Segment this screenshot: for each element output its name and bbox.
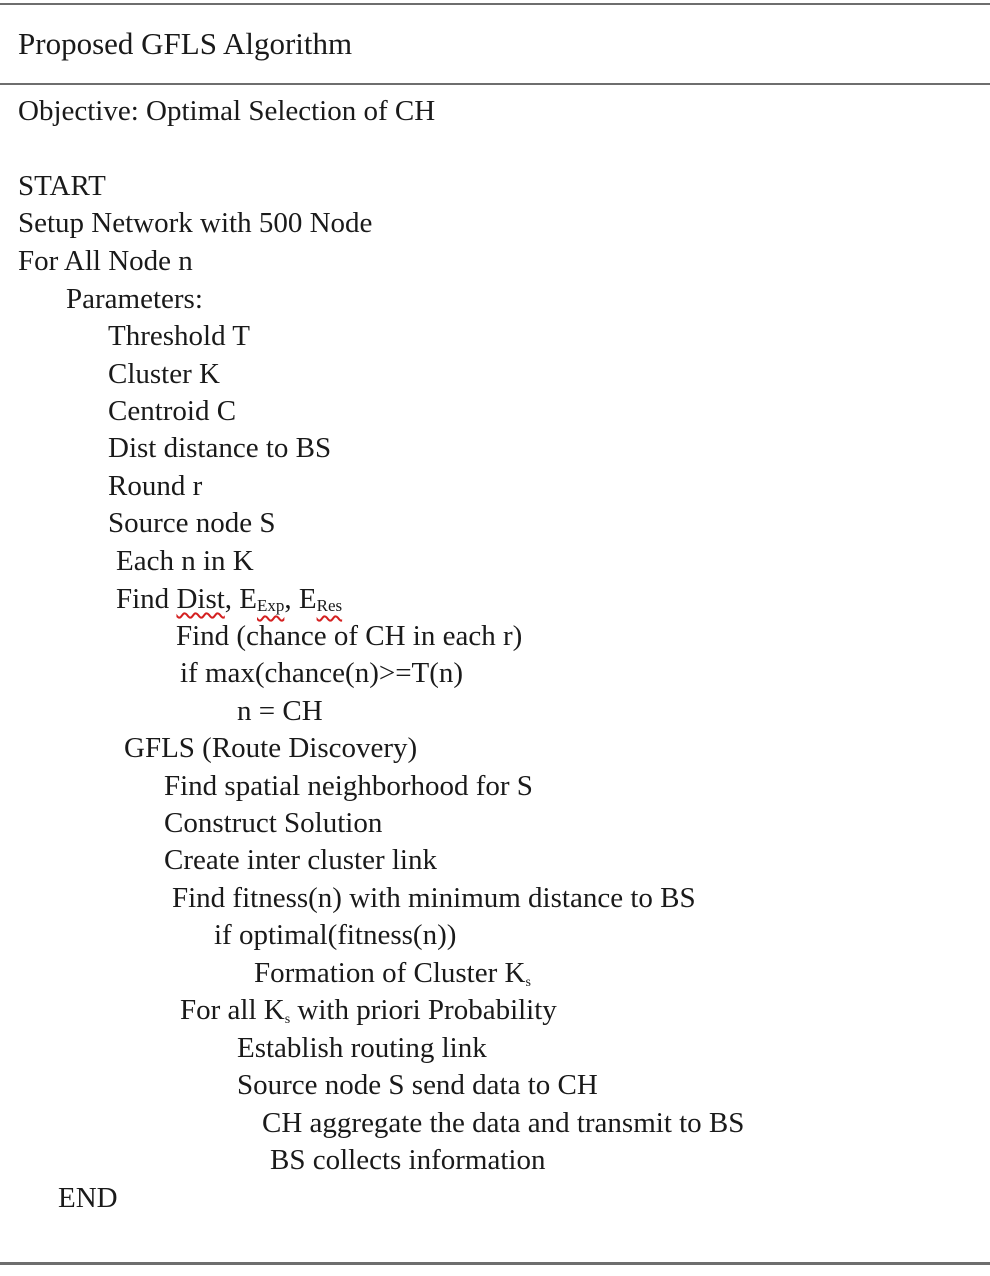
bottom-rule (0, 1262, 990, 1265)
param-cluster: Cluster K (108, 358, 220, 390)
objective-line: Objective: Optimal Selection of CH (18, 95, 436, 127)
step-start: START (18, 170, 106, 202)
step-create-link: Create inter cluster link (164, 844, 437, 876)
param-source: Source node S (108, 507, 276, 539)
step-bs-collects: BS collects information (270, 1144, 546, 1176)
formation-text: Formation of Cluster K (254, 957, 526, 989)
energy-exp-subscript: Exp (257, 596, 285, 615)
step-if-max: if max(chance(n)>=T(n) (180, 657, 464, 689)
for-all-k-subscript: s (284, 1012, 291, 1027)
step-send-data: Source node S send data to CH (237, 1069, 598, 1101)
step-gfls: GFLS (Route Discovery) (124, 732, 418, 764)
find-prefix: Find (116, 583, 177, 615)
step-n-equals-ch: n = CH (237, 695, 323, 727)
step-for-all: For All Node n (18, 245, 193, 277)
step-find-fitness: Find fitness(n) with minimum distance to BS (172, 882, 696, 914)
step-end: END (58, 1182, 118, 1214)
step-find-dist-energy (116, 582, 342, 623)
step-parameters: Parameters: (66, 283, 203, 315)
step-setup: Setup Network with 500 Node (18, 207, 373, 239)
step-each-n: Each n in K (116, 545, 254, 577)
energy-res-subscript: Res (316, 596, 343, 615)
step-aggregate: CH aggregate the data and transmit to BS (262, 1107, 745, 1139)
find-sep-1: , E (224, 583, 257, 615)
find-sep-2: , E (284, 583, 317, 615)
step-construct: Construct Solution (164, 807, 383, 839)
find-dist-word: Dist (176, 583, 225, 615)
param-round: Round r (108, 470, 203, 502)
for-all-k-suffix: with priori Probability (290, 994, 557, 1026)
step-if-optimal: if optimal(fitness(n)) (214, 919, 457, 951)
top-rule (0, 3, 990, 5)
formation-subscript: s (525, 975, 531, 990)
step-find-spatial: Find spatial neighborhood for S (164, 770, 533, 802)
param-threshold: Threshold T (108, 320, 251, 352)
param-centroid: Centroid C (108, 395, 237, 427)
header-rule (0, 83, 990, 85)
param-dist: Dist distance to BS (108, 432, 332, 464)
step-find-chance: Find (chance of CH in each r) (176, 620, 523, 652)
for-all-k-prefix: For all K (180, 994, 285, 1026)
step-establish: Establish routing link (237, 1032, 487, 1064)
algorithm-title: Proposed GFLS Algorithm (18, 26, 353, 61)
